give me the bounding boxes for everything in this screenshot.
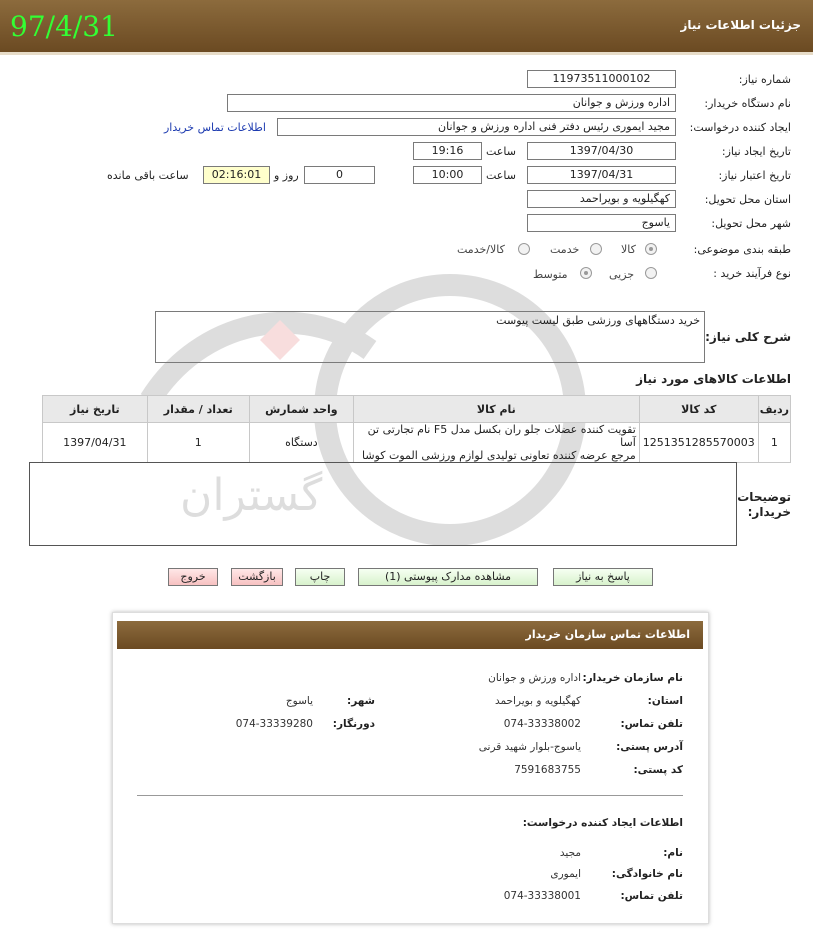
created-time-field: 19:16 [413, 142, 482, 160]
category-option-service: خدمت [550, 243, 580, 256]
validity-time-field: 10:00 [413, 166, 482, 184]
validity-time-label: ساعت [486, 169, 516, 182]
cell-code: 1251351285570003 [639, 423, 758, 463]
province-label: استان محل تحویل: [704, 193, 791, 206]
cell-name-line1: تقویت کننده عضلات جلو ران بکسل مدل F5 نام تجارتی تن آسا [367, 423, 636, 449]
description-box [155, 311, 705, 363]
org-value: اداره ورزش و جوانان [488, 672, 581, 684]
col-header-qty: تعداد / مقدار [147, 396, 249, 423]
created-time-label: ساعت [486, 145, 516, 158]
category-radio-goods[interactable] [645, 243, 657, 255]
purchase-option-medium: متوسط [533, 268, 568, 281]
buyer-notes-box[interactable] [29, 462, 737, 546]
exit-button[interactable]: خروج [168, 568, 218, 586]
creator-phone-value: 074-33338001 [503, 890, 581, 902]
creator-first-name-value: مجید [559, 847, 581, 859]
panel-province-value: کهگیلویه و بویراحمد [494, 695, 581, 707]
city-field: یاسوج [527, 214, 676, 232]
goods-table-header [43, 396, 791, 423]
category-radio-service[interactable] [590, 243, 602, 255]
creator-section-title: اطلاعات ایجاد کننده درخواست: [522, 817, 683, 829]
panel-postal-value: 7591683755 [514, 764, 581, 776]
table-row [43, 423, 791, 463]
creator-field: مجید ایموری رئیس دفتر فنی اداره ورزش و جوانان [277, 118, 676, 136]
col-header-name: نام کالا [353, 396, 639, 423]
col-header-date: تاریخ نیاز [43, 396, 148, 423]
validity-date-label: تاریخ اعتبار نیاز: [718, 169, 791, 182]
creator-first-name-label: نام: [663, 847, 683, 859]
need-number-label: شماره نیاز: [738, 73, 791, 86]
buyer-contact-link[interactable]: اطلاعات تماس خریدار [164, 121, 266, 134]
attachments-button[interactable]: مشاهده مدارک پیوستی (1) [358, 568, 538, 586]
col-header-row: ردیف [758, 396, 790, 423]
city-label: شهر محل تحویل: [711, 217, 791, 230]
panel-phone-value: 074-33338002 [503, 718, 581, 730]
remaining-days-field: 0 [304, 166, 375, 184]
buyer-notes-label-line1: توضیحات [737, 490, 791, 504]
contact-panel-title: اطلاعات تماس سازمان خریدار [525, 628, 690, 641]
category-option-goods: کالا [621, 243, 636, 256]
panel-city-value: یاسوج [285, 695, 313, 707]
category-radio-goods-service[interactable] [518, 243, 530, 255]
creator-phone-label: تلفن تماس: [620, 890, 683, 902]
cell-unit: دستگاه [249, 423, 353, 463]
creator-last-name-value: ایموری [550, 868, 581, 880]
panel-city-label: شهر: [347, 695, 375, 707]
need-number-field: 11973511000102 [527, 70, 676, 88]
buyer-label: نام دستگاه خریدار: [704, 97, 791, 110]
cell-date: 1397/04/31 [43, 423, 148, 463]
goods-section-title: اطلاعات کالاهای مورد نیاز [636, 372, 791, 386]
province-field: کهگیلویه و بویراحمد [527, 190, 676, 208]
purchase-radio-medium[interactable] [580, 267, 592, 279]
created-date-field: 1397/04/30 [527, 142, 676, 160]
panel-address-value: یاسوج-بلوار شهید قرنی [478, 741, 581, 753]
purchase-option-minor: جزیی [609, 268, 635, 281]
panel-fax-value: 074-33339280 [235, 718, 313, 730]
validity-date-field: 1397/04/31 [527, 166, 676, 184]
panel-province-label: استان: [647, 695, 683, 707]
reply-button[interactable]: پاسخ به نیاز [553, 568, 653, 586]
print-button[interactable]: چاپ [295, 568, 345, 586]
org-label: نام سازمان خریدار: [582, 672, 683, 684]
goods-table [42, 395, 791, 463]
cell-name [353, 423, 639, 463]
cell-qty: 1 [147, 423, 249, 463]
purchase-type-label: نوع فرآیند خرید : [713, 267, 791, 280]
category-option-goods-service: کالا/خدمت [457, 243, 505, 256]
panel-phone-label: تلفن تماس: [620, 718, 683, 730]
description-label: شرح کلی نیاز: [705, 330, 791, 344]
panel-address-label: آدرس پستی: [616, 741, 683, 753]
remaining-label: ساعت باقی مانده [107, 169, 189, 182]
page-title: جزئیات اطلاعات نیاز [680, 18, 801, 32]
remaining-time-field: 02:16:01 [203, 166, 270, 184]
cell-name-line2: مرجع عرضه کننده تعاونی تولیدی لوازم ورزشی الموت کوشا [362, 449, 636, 462]
date-stamp: 97/4/31 [10, 10, 118, 43]
col-header-unit: واحد شمارش [249, 396, 353, 423]
purchase-radio-minor[interactable] [645, 267, 657, 279]
creator-label: ایجاد کننده درخواست: [689, 121, 791, 134]
back-button[interactable]: بازگشت [231, 568, 283, 586]
buyer-field: اداره ورزش و جوانان [227, 94, 676, 112]
panel-postal-label: کد پستی: [633, 764, 683, 776]
cell-row: 1 [758, 423, 790, 463]
creator-last-name-label: نام خانوادگی: [611, 868, 683, 880]
category-label: طبقه بندی موضوعی: [693, 243, 791, 256]
watermark-text: گستران [180, 470, 323, 521]
panel-fax-label: دورنگار: [332, 718, 375, 730]
days-label: روز و [274, 169, 299, 182]
created-date-label: تاریخ ایجاد نیاز: [721, 145, 791, 158]
panel-divider [137, 795, 683, 796]
buyer-notes-label-line2: خریدار: [747, 505, 791, 519]
description-text: خرید دستگاههای ورزشی طبق لیست پیوست [496, 314, 700, 327]
col-header-code: کد کالا [639, 396, 758, 423]
